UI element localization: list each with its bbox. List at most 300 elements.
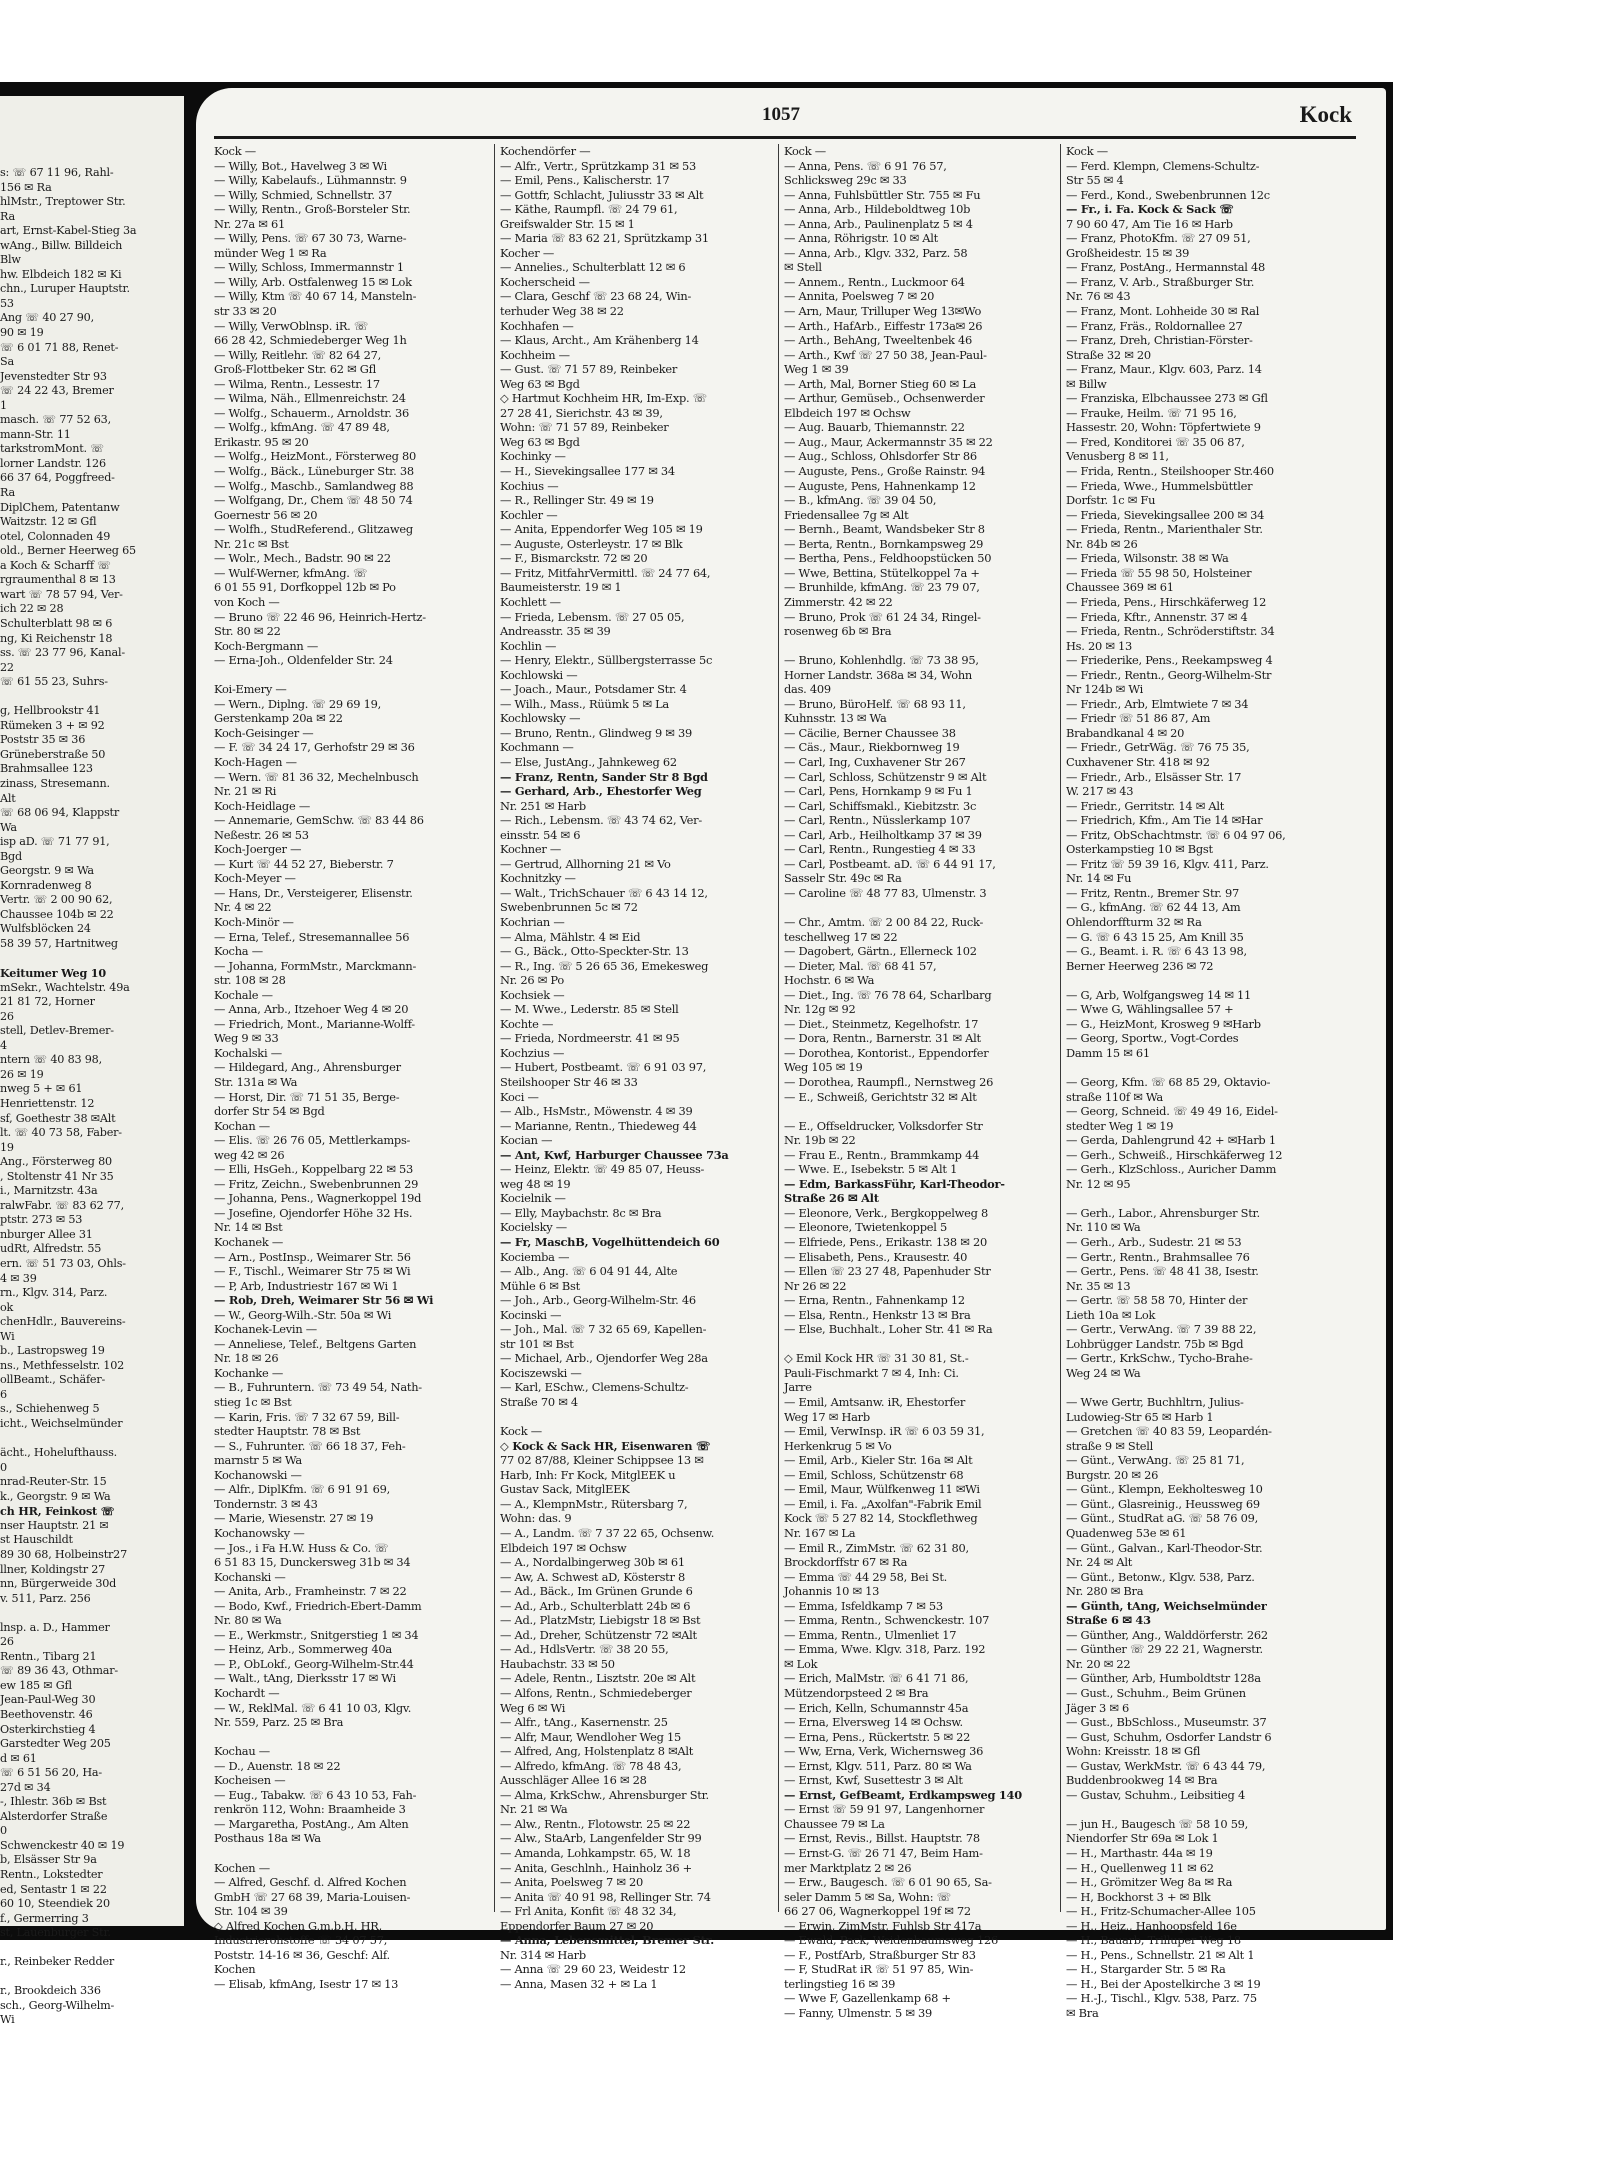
directory-entry-line: Nr. 84b ✉ 26 [1066, 536, 1138, 551]
directory-entry-line: 77 02 87/88, Kleiner Schippsee 13 ✉ [500, 1453, 704, 1468]
directory-entry-line: Kock — [1066, 144, 1108, 158]
directory-entry-line: — Willy, Rentn., Groß-Borsteler Str. [214, 202, 411, 217]
directory-entry-line: Wohn: das. 9 [500, 1511, 572, 1526]
directory-entry-line: — Josefine, Ojendorfer Höhe 32 Hs. [214, 1205, 413, 1220]
directory-entry-line: — Anita, Geschlnh., Hainholz 36 + [500, 1860, 692, 1875]
directory-entry-line: Steilshooper Str 46 ✉ 33 [500, 1075, 638, 1089]
directory-entry-line: Nr. 20 ✉ 22 [1066, 1656, 1131, 1671]
directory-entry-line: — Heinz, Arb., Sommerweg 40a [214, 1642, 392, 1657]
directory-entry-line: — Erich, MalMstr. ☏ 6 41 71 86, [784, 1671, 969, 1686]
directory-entry-line: — Johanna, FormMstr., Marckmann- [214, 958, 417, 973]
directory-entry-line: Elbdeich 197 ✉ Ochsw [784, 405, 911, 420]
directory-entry-line: Nr. 14 ✉ Fu [1066, 871, 1132, 886]
directory-entry-line: ew 185 ✉ Gfl [0, 1678, 72, 1692]
directory-entry-line: — Frieda, Nordmeerstr. 41 ✉ 95 [500, 1031, 680, 1046]
directory-entry-line: — Fritz, Zeichn., Swebenbrunnen 29 [214, 1176, 419, 1191]
directory-entry-line: — Frieda, Kftr., Annenstr. 37 ✉ 4 [1066, 609, 1248, 624]
directory-entry-line: — Cäs., Maur., Riekbornweg 19 [784, 740, 960, 755]
directory-entry-line: ch HR, Feinkost ☏ [0, 1504, 115, 1519]
directory-entry-line: — P., ObLokf., Georg-Wilhelm-Str.44 [214, 1656, 414, 1671]
directory-entry-line: Weg 63 ✉ Bgd [500, 376, 580, 391]
directory-entry-line: — Elis. ☏ 26 76 05, Mettlerkamps- [214, 1133, 411, 1148]
directory-entry-line: str 101 ✉ Bst [500, 1336, 574, 1351]
directory-entry-line: — R., Rellinger Str. 49 ✉ 19 [500, 493, 654, 508]
directory-entry-line: — Günt., VerwAng. ☏ 25 81 71, [1066, 1453, 1245, 1468]
directory-entry-line: 26 [0, 1635, 14, 1649]
directory-entry-line: ◇ Alfred Kochen G.m.b.H. HR, [214, 1918, 382, 1933]
directory-entry-line: Ludowieg-Str 65 ✉ Harb 1 [1066, 1409, 1214, 1424]
directory-entry-line: ss. ☏ 23 77 96, Kanal- [0, 646, 125, 660]
directory-entry-line: — Aug., Schloss, Ohlsdorfer Str 86 [784, 449, 977, 464]
directory-entry-line: Str. 80 ✉ 22 [214, 624, 281, 639]
directory-entry-line: — Frieda, Wwe., Hummelsbüttler [1066, 478, 1253, 493]
directory-entry-line: Groß-Flottbeker Str. 62 ✉ Gfl [214, 362, 376, 377]
directory-entry-line: — Carl, Schiffsmakl., Kiebitzstr. 3c [784, 798, 977, 813]
directory-entry-line: ✉ Stell [784, 260, 822, 275]
directory-entry-line: — Wilma, Rentn., Lessestr. 17 [214, 376, 380, 391]
directory-entry-line: — Anna, Röhrigstr. 10 ✉ Alt [784, 231, 938, 246]
directory-entry-line: Harb, Inh: Fr Kock, MitglEEK u [500, 1467, 676, 1482]
directory-entry-line: — Ww, Erna, Verk, Wichernsweg 36 [784, 1744, 984, 1759]
directory-entry-line: ◇ Hartmut Kochheim HR, Im-Exp. ☏ [500, 391, 707, 406]
directory-entry-line: st Hauschildt [0, 1533, 73, 1547]
directory-entry-line: ed, Sentastr 1 ✉ 22 [0, 1882, 107, 1896]
directory-entry-line: — Emma, Wwe. Klgv. 318, Parz. 192 [784, 1642, 986, 1657]
directory-entry-line: mann-Str. 11 [0, 427, 71, 441]
directory-entry-line: 58 39 57, Hartnitweg [0, 936, 118, 950]
directory-entry-line: nn, Bürgerweide 30d [0, 1577, 117, 1591]
directory-entry-line: — Gerhard, Arb., Ehestorfer Weg [500, 784, 702, 799]
directory-entry-line: Kochsiek — [500, 987, 565, 1002]
directory-entry-line: Poststr. 14-16 ✉ 36, Geschf: Alf. [214, 1947, 390, 1962]
directory-entry-line: r., Reinbeker Redder [0, 1955, 115, 1969]
directory-entry-line: Wi [0, 1329, 15, 1343]
directory-entry-line: Kochlowsky — [500, 711, 581, 726]
directory-entry-line: Horner Landstr. 368a ✉ 34, Wohn [784, 667, 972, 682]
directory-entry-line: Damm 15 ✉ 61 [1066, 1045, 1150, 1060]
directory-entry-line: sf, Goethestr 38 ✉Alt [0, 1111, 116, 1125]
directory-entry-line: Chaussee 104b ✉ 22 [0, 907, 114, 921]
directory-entry-line: — F. ☏ 34 24 17, Gerhofstr 29 ✉ 36 [214, 740, 415, 755]
directory-entry-line: — Günt., Betonw., Klgv. 538, Parz. [1066, 1569, 1255, 1584]
directory-entry-line: Kornradenweg 8 [0, 878, 92, 892]
directory-entry-line: Kochen — [214, 1860, 270, 1875]
directory-entry-line: — Wwe F, Gazellenkamp 68 + [784, 1991, 951, 2006]
directory-entry-line: — Gerda, Dahlengrund 42 + ✉Harb 1 [1066, 1133, 1276, 1148]
directory-entry-line: — G. ☏ 6 43 15 25, Am Knill 35 [1066, 929, 1244, 944]
directory-entry-line: Kochlett — [500, 594, 561, 609]
directory-entry-line: — Franz, PhotoKfm. ☏ 27 09 51, [1066, 231, 1251, 246]
directory-entry-line: Eppendorfer Baum 27 ✉ 20 [500, 1918, 654, 1933]
directory-entry-line: — Fr., i. Fa. Kock & Sack ☏ [1066, 202, 1234, 217]
directory-entry-line: — W., ReklMal. ☏ 6 41 10 03, Klgv. [214, 1700, 412, 1715]
directory-entry-line: Nr. 19b ✉ 22 [784, 1133, 856, 1148]
directory-entry-line: Wohn: ☏ 71 57 89, Reinbeker [500, 420, 669, 435]
directory-entry-line: — Willy, Bot., Havelweg 3 ✉ Wi [214, 158, 387, 173]
directory-entry-line: — Friedr., Rentn., Georg-Wilhelm-Str [1066, 667, 1272, 682]
directory-entry-line: Nr. 12 ✉ 95 [1066, 1176, 1131, 1191]
directory-entry-line: — B., kfmAng. ☏ 39 04 50, [784, 493, 937, 508]
directory-entry-line: Kochau — [214, 1744, 270, 1759]
directory-entry-line: Kock — [784, 144, 826, 158]
directory-entry-line: Hochstr. 6 ✉ Wa [784, 973, 875, 988]
directory-entry-line: — H., Bei der Apostelkirche 3 ✉ 19 [1066, 1976, 1261, 1991]
directory-entry-line: — Wolfg., Schauerm., Arnoldstr. 36 [214, 405, 409, 420]
directory-entry-line: 90 ✉ 19 [0, 326, 44, 340]
directory-entry-line: Goernestr 56 ✉ 20 [214, 507, 318, 522]
directory-entry-line: — Margaretha, PostAng., Am Alten [214, 1816, 409, 1831]
directory-entry-line: art, Ernst-Kabel-Stieg 3a [0, 224, 137, 238]
directory-entry-line: Beethovenstr. 46 [0, 1707, 93, 1721]
directory-entry-line: st, Lauenburger Str. [0, 1926, 111, 1940]
directory-entry-line [784, 1104, 1056, 1119]
directory-entry-line: Nr. 35 ✉ 13 [1066, 1278, 1131, 1293]
directory-entry-line: — Gretchen ☏ 40 83 59, Leopardén- [1066, 1424, 1272, 1439]
directory-entry-line: — Wolfg., HeizMont., Försterweg 80 [214, 449, 417, 464]
directory-entry-line: — A., Landm. ☏ 7 37 22 65, Ochsenw. [500, 1525, 715, 1540]
directory-entry-line: ☏ 89 36 43, Othmar- [0, 1664, 118, 1678]
directory-entry-line: Lohbrügger Landstr. 75b ✉ Bgd [1066, 1336, 1244, 1351]
directory-entry-line: chn., Luruper Hauptstr. [0, 282, 130, 296]
directory-entry-line: — Arthur, Gemüseb., Ochsenwerder [784, 391, 985, 406]
directory-entry-line: Kochanowsky — [214, 1525, 305, 1540]
directory-entry-line: — Gust., Schuhm., Beim Grünen [1066, 1685, 1246, 1700]
directory-entry-line: — Friedr ☏ 51 86 87, Am [1066, 711, 1211, 726]
directory-entry-line: 4 ✉ 39 [0, 1271, 37, 1285]
directory-entry-line: — Frieda, Rentn., Marienthaler Str. [1066, 522, 1263, 537]
directory-entry-line: — Erna-Joh., Oldenfelder Str. 24 [214, 653, 393, 668]
directory-entry-line: Koch-Bergmann — [214, 638, 318, 653]
directory-entry-line: — Elli, HsGeh., Koppelbarg 22 ✉ 53 [214, 1162, 414, 1177]
column-divider [778, 144, 779, 1912]
column-divider [494, 144, 495, 1912]
directory-entry-line: Schlicksweg 29c ✉ 33 [784, 173, 907, 188]
directory-entry-line: — Willy, Pens. ☏ 67 30 73, Warne- [214, 231, 407, 246]
directory-entry-line: — Else, Buchhalt., Loher Str. 41 ✉ Ra [784, 1322, 993, 1337]
directory-entry-line: stell, Detlev-Bremer- [0, 1024, 114, 1038]
directory-entry-line: ollBeamt., Schäfer- [0, 1373, 106, 1387]
directory-entry-line: — F., Tischl., Weimarer Str 75 ✉ Wi [214, 1264, 411, 1279]
directory-entry-line: — Elisab, kfmAng, Isestr 17 ✉ 13 [214, 1976, 399, 1991]
directory-entry-line: — H.-J., Tischl., Klgv. 538, Parz. 75 [1066, 1991, 1257, 2006]
directory-entry-line: — H., Quellenweg 11 ✉ 62 [1066, 1860, 1214, 1875]
directory-entry-line: — Emil, Amtsanw. iR, Ehestorfer [784, 1395, 966, 1410]
directory-entry-line: Baumeisterstr. 19 ✉ 1 [500, 580, 622, 595]
directory-entry-line: Kociszewski — [500, 1365, 582, 1380]
directory-entry-line: Schwenckestr 40 ✉ 19 [0, 1838, 125, 1852]
directory-entry-line: — Gustav, WerkMstr. ☏ 6 43 44 79, [1066, 1758, 1266, 1773]
directory-entry-line: Venusberg 8 ✉ 11, [1066, 449, 1169, 464]
directory-entry-line [0, 1941, 184, 1956]
directory-entry-line: — Ellen ☏ 23 27 48, Papenhuder Str [784, 1264, 991, 1279]
directory-entry-line: terhuder Weg 38 ✉ 22 [500, 304, 624, 319]
directory-entry-line: straße 9 ✉ Stell [1066, 1438, 1154, 1453]
directory-entry-line: hlMstr., Treptower Str. [0, 195, 126, 209]
directory-entry-line: 7 90 60 47, Am Tie 16 ✉ Harb [1066, 216, 1233, 231]
directory-entry-line: Brahmsallee 123 [0, 762, 93, 776]
directory-entry-line: Nr. 26 ✉ Po [500, 973, 564, 988]
directory-entry-line: — Ferd., Kond., Swebenbrunnen 12c [1066, 187, 1270, 202]
directory-entry-line: g, Hellbrookstr 41 [0, 704, 101, 718]
directory-entry-line: Osterkampstieg 10 ✉ Bgst [1066, 842, 1213, 857]
directory-entry-line: 26 ✉ 19 [0, 1067, 44, 1081]
directory-entry-line: ✉ Lok [784, 1656, 818, 1671]
directory-entry-line: Kochardt — [214, 1685, 280, 1700]
directory-entry-line: — P, Arb, Industriestr 167 ✉ Wi 1 [214, 1278, 399, 1293]
directory-entry-line: otel, Colonnaden 49 [0, 529, 111, 543]
directory-entry-line: — jun H., Baugesch ☏ 58 10 59, [1066, 1816, 1249, 1831]
directory-entry-line: Sa [0, 355, 14, 369]
directory-entry-line: — Hildegard, Ang., Ahrensburger [214, 1060, 401, 1075]
directory-entry-line: — Alfredo, kfmAng. ☏ 78 48 43, [500, 1758, 682, 1773]
directory-entry-line: Andreasstr. 35 ✉ 39 [500, 624, 611, 639]
directory-entry-line: — Wolfg., kfmAng. ☏ 47 89 48, [214, 420, 390, 435]
directory-entry-line: Wa [0, 820, 17, 834]
directory-entry-line: — Frau E., Rentn., Brammkamp 44 [784, 1147, 980, 1162]
directory-entry-line: — G., Beamt. i. R. ☏ 6 43 13 98, [1066, 944, 1247, 959]
directory-entry-line: — Emil, Schloss, Schützenstr 68 [784, 1467, 964, 1482]
directory-entry-line: 89 30 68, Holbeinstr27 [0, 1547, 127, 1561]
directory-entry-line: — Dorothea, Kontorist., Eppendorfer [784, 1045, 989, 1060]
directory-entry-line: Koch-Joerger — [214, 842, 302, 857]
directory-entry-line: — W., Georg-Wilh.-Str. 50a ✉ Wi [214, 1307, 392, 1322]
directory-entry-line: — Bertha, Pens., Feldhoopstücken 50 [784, 551, 992, 566]
page-number: 1057 [762, 104, 800, 125]
directory-entry-line: Chaussee 369 ✉ 61 [1066, 580, 1174, 595]
directory-entry-line: Ang., Försterweg 80 [0, 1155, 112, 1169]
directory-entry-line: — Wilh., Mass., Rüümk 5 ✉ La [500, 696, 669, 711]
directory-entry-line: DiplChem, Patentanw [0, 500, 120, 514]
directory-entry-line [784, 1337, 1056, 1352]
directory-entry-line: — Hubert, Postbeamt. ☏ 6 91 03 97, [500, 1060, 707, 1075]
directory-entry-line: Kochzius — [500, 1045, 565, 1060]
directory-entry-line: — Franz, Maur., Klgv. 603, Parz. 14 [1066, 362, 1262, 377]
directory-entry-line: — G., HeizMont, Krosweg 9 ✉Harb [1066, 1016, 1261, 1031]
directory-entry-line: Koch-Meyer — [214, 871, 296, 886]
directory-entry-line: — Alfr, Maur, Wendloher Weg 15 [500, 1729, 681, 1744]
directory-entry-line [1066, 1380, 1338, 1395]
directory-entry-line: Georgstr. 9 ✉ Wa [0, 864, 94, 878]
left-page-fragment [0, 96, 184, 2027]
directory-entry-line: — Friedr., GetrWäg. ☏ 76 75 35, [1066, 740, 1250, 755]
directory-entry-line: Kock ☏ 5 27 82 14, Stockflethweg [784, 1511, 978, 1526]
directory-entry-line: Friedensallee 7g ✉ Alt [784, 507, 909, 522]
directory-entry-line: — Anna, Arb., Paulinenplatz 5 ✉ 4 [784, 216, 973, 231]
directory-entry-line: 4 [0, 1038, 7, 1052]
directory-entry-line: rosenweg 6b ✉ Bra [784, 624, 892, 639]
directory-entry-line: Schulterblatt 98 ✉ 6 [0, 616, 113, 630]
directory-entry-line: 6 01 55 91, Dorfkoppel 12b ✉ Po [214, 580, 396, 595]
directory-entry-line: b., Lastropsweg 19 [0, 1344, 105, 1358]
directory-entry-line: — Emil, VerwInsp. iR ☏ 6 03 59 31, [784, 1424, 985, 1439]
directory-entry-line: Kochen [214, 1962, 256, 1977]
directory-entry-line: — Emil, Arb., Kieler Str. 16a ✉ Alt [784, 1453, 973, 1468]
directory-entry-line: Chaussee 79 ✉ La [784, 1816, 885, 1831]
directory-entry-line: — Anna, Arb., Hildeboldtweg 10b [784, 202, 971, 217]
directory-entry-line: Hs. 20 ✉ 13 [1066, 638, 1133, 653]
directory-entry-line: — Gertr., Rentn., Brahmsallee 76 [1066, 1249, 1250, 1264]
directory-entry-line: — Amanda, Lohkampstr. 65, W. 18 [500, 1845, 691, 1860]
directory-entry-line: — Georg, Kfm. ☏ 68 85 29, Oktavio- [1066, 1075, 1271, 1089]
directory-entry-line: — Heinz, Elektr. ☏ 49 85 07, Heuss- [500, 1162, 705, 1177]
directory-entry-line: Kochan — [214, 1118, 270, 1133]
directory-entry-line: — Elly, Maybachstr. 8c ✉ Bra [500, 1205, 662, 1220]
directory-entry-line: Weg 17 ✉ Harb [784, 1409, 870, 1424]
directory-entry-line: 66 37 64, Poggfreed- [0, 471, 115, 485]
directory-entry-line: Dorfstr. 1c ✉ Fu [1066, 493, 1156, 508]
directory-entry-line: — Kurt ☏ 44 52 27, Bieberstr. 7 [214, 856, 394, 871]
directory-entry-line: Tondernstr. 3 ✉ 43 [214, 1496, 318, 1511]
directory-entry-line: — Emil R., ZimMstr. ☏ 62 31 80, [784, 1540, 969, 1555]
directory-entry-line: Weg 9 ✉ 33 [214, 1031, 279, 1046]
directory-entry-line: 6 51 83 15, Dunckersweg 31b ✉ 34 [214, 1555, 411, 1570]
directory-entry-line [1066, 973, 1338, 988]
directory-entry-line: das. 409 [784, 682, 831, 697]
directory-entry-line: — Arth, Mal, Borner Stieg 60 ✉ La [784, 376, 977, 391]
directory-entry-line: — B., Fuhruntern. ☏ 73 49 54, Nath- [214, 1380, 422, 1395]
directory-entry-line: Pauli-Fischmarkt 7 ✉ 4, Inh: Ci. [784, 1365, 959, 1380]
directory-entry-line: Ang ☏ 40 27 90, [0, 311, 94, 325]
directory-entry-line: — Alma, KrkSchw., Ahrensburger Str. [500, 1787, 709, 1802]
directory-entry-line: Gerstenkamp 20a ✉ 22 [214, 711, 343, 726]
directory-entry-line: — Arth., HafArb., Eiffestr 173a✉ 26 [784, 318, 983, 333]
directory-entry-line: Koch-Minör — [214, 914, 294, 929]
directory-entry-line: — Erna, Telef., Stresemannallee 56 [214, 929, 410, 944]
directory-entry-line: — Emma, Rentn., Ulmenliet 17 [784, 1627, 957, 1642]
directory-entry-line: — Eug., Tabakw. ☏ 6 43 10 53, Fah- [214, 1787, 417, 1802]
directory-entry-line: — Wwe G, Wählingsallee 57 + [1066, 1002, 1234, 1017]
directory-entry-line: 0 [0, 1824, 7, 1838]
directory-entry-line: — Wwe Gertr, Buchhltrn, Julius- [1066, 1395, 1244, 1410]
directory-entry-line: Mühle 6 ✉ Bst [500, 1278, 580, 1293]
directory-entry-line: Nr. 21c ✉ Bst [214, 536, 289, 551]
directory-entry-line: — Alfons, Rentn., Schmiedeberger [500, 1685, 692, 1700]
directory-entry-line: 66 28 42, Schmiedeberger Weg 1h [214, 333, 407, 348]
directory-entry-line: — Georg, Sportw., Vogt-Cordes [1066, 1031, 1239, 1046]
directory-entry-line: Nr. 251 ✉ Harb [500, 798, 586, 813]
directory-entry-line: ralwFabr. ☏ 83 62 77, [0, 1198, 124, 1212]
directory-entry-line: nrad-Reuter-Str. 15 [0, 1475, 107, 1489]
directory-entry-line: Straße 6 ✉ 43 [1066, 1613, 1151, 1628]
directory-entry-line: — Günt., Glasreinig., Heussweg 69 [1066, 1496, 1260, 1511]
directory-entry-line: — Franziska, Elbchaussee 273 ✉ Gfl [1066, 391, 1268, 406]
directory-entry-line: — Chr., Amtm. ☏ 2 00 84 22, Ruck- [784, 914, 984, 929]
directory-entry-line: Jarre [784, 1380, 812, 1395]
directory-entry-line: nburger Allee 31 [0, 1227, 93, 1241]
directory-entry-line: — Erich, Kelln, Schumannstr 45a [784, 1700, 969, 1715]
directory-entry-line: — Anna, Arb., Itzehoer Weg 4 ✉ 20 [214, 1002, 409, 1017]
directory-entry-line: — Rich., Lebensm. ☏ 43 74 62, Ver- [500, 813, 702, 828]
directory-entry-line: ng, Ki Reichenstr 18 [0, 631, 113, 645]
directory-entry-line: Brockdorffstr 67 ✉ Ra [784, 1555, 908, 1570]
directory-entry-line: — H., Pens., Schnellstr. 21 ✉ Alt 1 [1066, 1947, 1255, 1962]
directory-entry-line: Kochanek-Levin — [214, 1322, 317, 1337]
directory-entry-line: straße 110f ✉ Wa [1066, 1089, 1163, 1104]
directory-entry-line: — Willy, Reitlehr. ☏ 82 64 27, [214, 347, 382, 362]
directory-entry-line: 0 [0, 1460, 7, 1474]
directory-entry-line: — Willy, Arb. Ostfalenweg 15 ✉ Lok [214, 274, 412, 289]
directory-entry-line: — Carl, Rentn., Rungestieg 4 ✉ 33 [784, 842, 976, 857]
directory-entry-line: — Anita ☏ 40 91 98, Rellinger Str. 74 [500, 1889, 711, 1904]
directory-entry-line: 27d ✉ 34 [0, 1780, 51, 1794]
directory-entry-line: Brabandkanal 4 ✉ 20 [1066, 725, 1185, 740]
directory-entry-line: ✉ Billw [1066, 376, 1107, 391]
directory-entry-line: — Friederike, Pens., Reekampsweg 4 [1066, 653, 1273, 668]
directory-entry-line: Kocielnik — [500, 1191, 566, 1206]
directory-entry-line: — Emil, Pens., Kalischerstr. 17 [500, 173, 670, 188]
directory-entry-line [214, 1846, 486, 1861]
directory-entry-line: — Brunhilde, kfmAng. ☏ 23 79 07, [784, 580, 980, 595]
directory-entry-line: Kuhnsstr. 13 ✉ Wa [784, 711, 887, 726]
directory-entry-line: — Cäcilie, Berner Chaussee 38 [784, 725, 956, 740]
directory-entry-line: Ausschläger Allee 16 ✉ 28 [500, 1773, 647, 1788]
directory-entry-line: — Alb., HsMstr., Möwenstr. 4 ✉ 39 [500, 1104, 693, 1119]
directory-entry-line: Nr 124b ✉ Wi [1066, 682, 1144, 697]
directory-entry-line: — Elsa, Rentn., Henkstr 13 ✉ Bra [784, 1307, 971, 1322]
directory-entry-line: — Carl, Postbeamt. aD. ☏ 6 44 91 17, [784, 856, 996, 871]
directory-entry-line: Str 55 ✉ 4 [1066, 173, 1124, 188]
directory-entry-line: — Ernst-G. ☏ 26 71 47, Beim Ham- [784, 1845, 983, 1860]
header-rule [214, 136, 1356, 139]
directory-entry-line: — Wwe, Bettina, Stütelkoppel 7a + [784, 565, 980, 580]
directory-entry-line: — Wern. ☏ 81 36 32, Mechelnbusch [214, 769, 419, 784]
directory-entry-line: — Arn, Maur, Trilluper Weg 13✉Wo [784, 304, 982, 319]
directory-entry-line: — Aug. Bauarb, Thiemannstr. 22 [784, 420, 965, 435]
directory-entry-line: — Joach., Maur., Potsdamer Str. 4 [500, 682, 687, 697]
directory-column-3 [784, 144, 1056, 2021]
directory-entry-line: Kocielsky — [500, 1220, 567, 1235]
directory-entry-line: — Else, JustAng., Jahnkeweg 62 [500, 754, 677, 769]
directory-entry-line: — Frida, Rentn., Steilshooper Str.460 [1066, 464, 1274, 479]
directory-entry-line: ns., Methfesselstr. 102 [0, 1358, 125, 1372]
directory-entry-line: — Dora, Rentn., Barnerstr. 31 ✉ Alt [784, 1031, 981, 1046]
directory-entry-line: — H., Fritz-Schumacher-Allee 105 [1066, 1904, 1256, 1919]
directory-entry-line: — Fanny, Ulmenstr. 5 ✉ 39 [784, 2006, 933, 2020]
directory-entry-line: — Carl, Rentn., Nüsslerkamp 107 [784, 813, 971, 828]
directory-entry-line: Nr. 559, Parz. 25 ✉ Bra [214, 1715, 344, 1730]
directory-entry-line: — Wolfg., Bäck., Lüneburger Str. 38 [214, 464, 414, 479]
directory-entry-line: Grüneberstraße 50 [0, 747, 106, 761]
directory-entry-line: — A., KlempnMstr., Rütersbarg 7, [500, 1496, 688, 1511]
directory-entry-line: lnsp. a. D., Hammer [0, 1620, 110, 1634]
directory-entry-line: — Elisabeth, Pens., Krausestr. 40 [784, 1249, 968, 1264]
directory-entry-line: — G., Bäck., Otto-Speckter-Str. 13 [500, 944, 689, 959]
directory-entry-line: — Gertr. ☏ 58 58 70, Hinter der [1066, 1293, 1248, 1308]
directory-entry-line: — Dieter, Mal. ☏ 68 41 57, [784, 958, 937, 973]
directory-entry-line: — Arn., PostInsp., Weimarer Str. 56 [214, 1249, 411, 1264]
directory-column-2 [500, 144, 772, 1991]
directory-entry-line: rn., Klgv. 314, Parz. [0, 1286, 108, 1300]
directory-entry-line: — H, Bockhorst 3 + ✉ Blk [1066, 1889, 1211, 1904]
directory-entry-line: — Karin, Fris. ☏ 7 32 67 59, Bill- [214, 1409, 400, 1424]
directory-entry-line: Nr. 314 ✉ Harb [500, 1947, 586, 1962]
directory-entry-line: — Franz, Dreh, Christian-Förster- [1066, 333, 1253, 348]
directory-entry-line: str. 108 ✉ 28 [214, 973, 286, 988]
directory-entry-line: — H., Sievekingsallee 177 ✉ 34 [500, 464, 675, 479]
directory-entry-line: — Fritz, Rentn., Bremer Str. 97 [1066, 885, 1239, 900]
directory-entry-line: — Friedr., Arb., Elsässer Str. 17 [1066, 769, 1242, 784]
directory-entry-line: Kochendörfer — [500, 144, 591, 158]
directory-entry-line: Weg 1 ✉ 39 [784, 362, 849, 377]
directory-entry-line: — Günt., Klempn, Eekholtesweg 10 [1066, 1482, 1263, 1497]
directory-entry-line: — Dagobert, Gärtn., Ellerneck 102 [784, 944, 977, 959]
directory-entry-line: 156 ✉ Ra [0, 180, 52, 194]
directory-entry-line: 19 [0, 1140, 14, 1154]
directory-entry-line: — Auguste, Pens, Hahnenkamp 12 [784, 478, 976, 493]
directory-entry-line: — Alfred, Geschf. d. Alfred Kochen [214, 1875, 407, 1890]
directory-entry-line: — Günth, tAng, Weichselmünder [1066, 1598, 1267, 1613]
directory-entry-line: Blw [0, 253, 21, 267]
